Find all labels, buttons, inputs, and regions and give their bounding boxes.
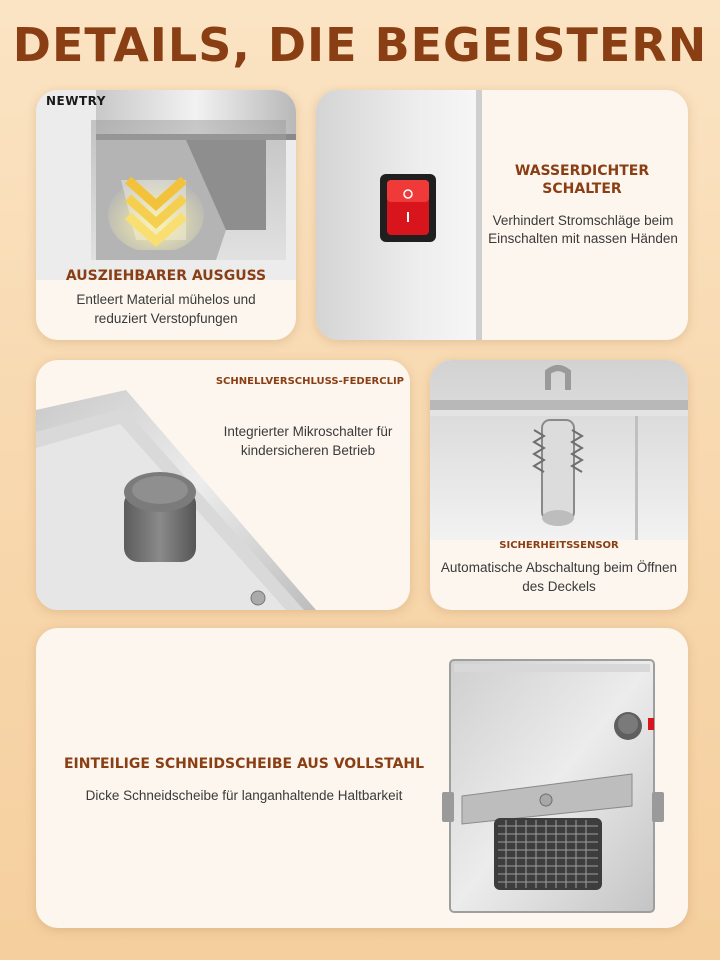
logo: NEWTRY (46, 94, 106, 108)
feature-heading-spout: AUSZIEHBARER AUSGUSS (65, 268, 267, 284)
feature-heading-sensor: SICHERHEITSSENSOR (499, 540, 619, 551)
feature-card-spout (36, 90, 296, 340)
page-title: DETAILS, DIE BEGEISTERN (12, 18, 708, 72)
feature-card-sensor (430, 360, 688, 610)
feature-heading-switch: WASSERDICHTER SCHALTER (514, 163, 650, 197)
sensor-product-image (430, 360, 688, 540)
clip-product-image (36, 360, 410, 610)
feature-card-blade (36, 628, 688, 928)
feature-heading-blade: EINTEILIGE SCHNEIDSCHEIBE AUS VOLLSTAHL (63, 756, 425, 772)
blade-product-image (442, 656, 668, 914)
feature-desc-switch: Verhindert Stromschläge beim Einschalten mit nassen Händen (488, 213, 678, 246)
feature-heading-clip: SCHNELLVERSCHLUSS-FEDERCLIP (215, 376, 404, 387)
feature-desc-clip: Integrierter Mikroschalter für kindersicheren Betrieb (223, 424, 393, 458)
feature-desc-spout: Entleert Material mühelos und reduziert Verstopfungen (76, 292, 256, 326)
switch-product-image (316, 90, 482, 340)
feature-desc-blade: Dicke Schneidscheibe für langanhaltende Haltbarkeit (85, 788, 403, 803)
chevron-down-icon (106, 160, 206, 250)
feature-card-clip (36, 360, 410, 610)
feature-desc-sensor: Automatische Abschaltung beim Öffnen des Deckels (440, 560, 678, 594)
feature-card-switch (316, 90, 688, 340)
